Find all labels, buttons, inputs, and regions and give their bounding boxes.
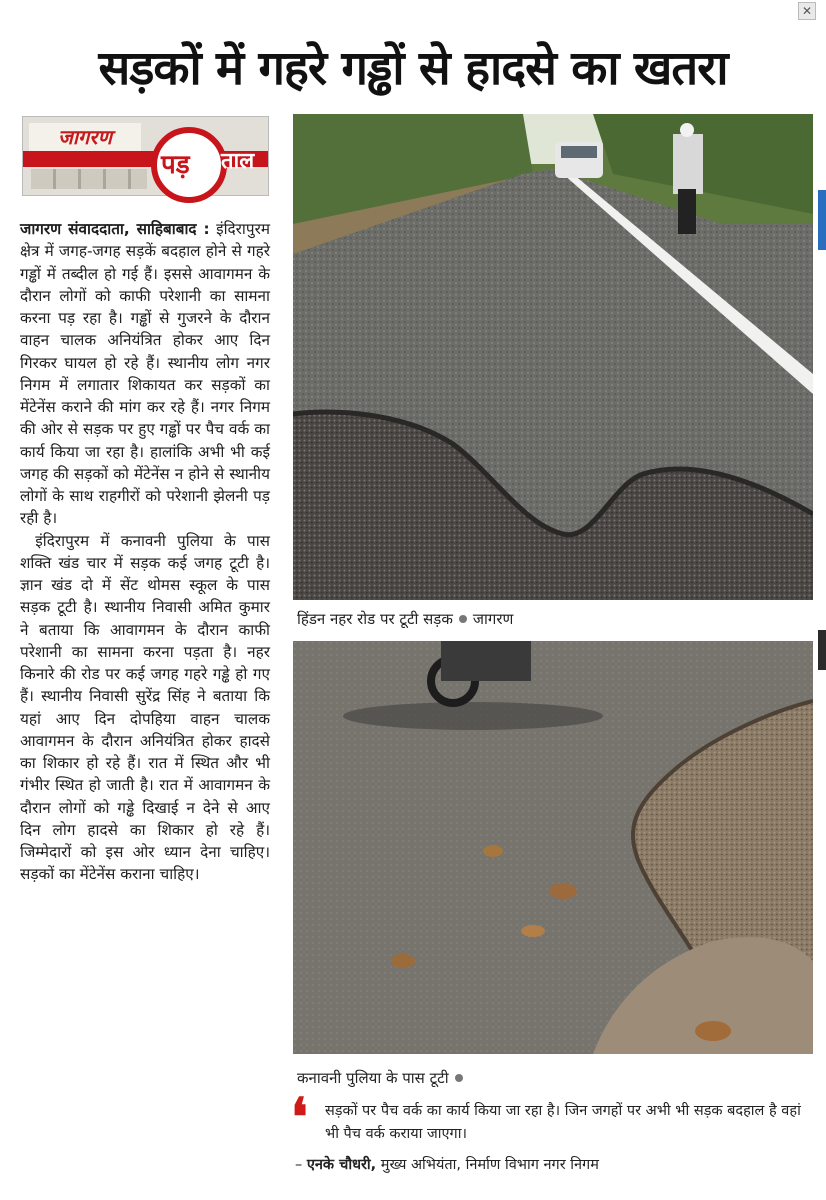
quote-author-title: मुख्य अभियंता, निर्माण विभाग नगर निगम <box>376 1157 599 1173</box>
photo-road-pothole <box>293 114 813 600</box>
jagran-padtaal-logo <box>22 116 269 196</box>
adjacent-page-edge <box>818 190 826 250</box>
article-dateline: जागरण संवाददाता, साहिबाबाद : <box>20 220 210 238</box>
close-button[interactable]: ✕ <box>798 2 816 20</box>
photo-broken-road-image <box>293 641 813 1054</box>
photo2-caption <box>297 1068 469 1088</box>
bullet-icon <box>459 615 467 623</box>
article-paragraph-1-text: इंदिरापुरम क्षेत्र में जगह-जगह सड़कें बदहाल होने से गहरे गड्ढों में तब्दील हो गई हैं। इससे आवागमन के दौरान लोगों को काफी परेशानी का सामना करना पड़ रहा है। गड्ढों से गुजरने के दौरान वाहन चालक अनियंत्रित होकर आए दिन गिरकर घायल हो रहे हैं। स्थानीय लोग नगर निगम में लगातार शिकायत कर सड़कों का मेंटेनेंस कराने की मांग कर रहे हैं। नगर निगम की ओर से सड़क पर हुए गड्ढों पर पैच वर्क का कार्य किया जा रहा है। हालांकि अभी भी कई जगह की सड़कों को मेंटेनेंस न होने से स्थानीय लोगों के साथ राहगीरों को परेशानी झेलनी पड़ रही है। <box>20 220 270 528</box>
viewer-top-bar <box>0 0 826 22</box>
quote-text: सड़कों पर पैच वर्क का कार्य किया जा रहा है। जिन जगहों पर अभी भी सड़क बदहाल है वहां भी पैच वर्क कराया जाएगा। <box>325 1103 801 1142</box>
photo1-caption-text: हिंडन नहर रोड पर टूटी सड़क <box>297 610 453 628</box>
quote-author-name: एनके चौधरी, <box>306 1157 377 1173</box>
adjacent-page-edge-dark <box>818 630 826 670</box>
photo2-caption-text: कनावनी पुलिया के पास टूटी <box>297 1069 449 1087</box>
quote-mark-icon: ❛ <box>291 1087 308 1148</box>
article-body <box>20 218 270 886</box>
quote-author-prefix: – <box>295 1157 307 1173</box>
page-headline: सड़कों में गहरे गड्ढों से हादसे का खतरा <box>98 41 728 96</box>
quote-author <box>295 1154 599 1176</box>
logo-word-part1: पड़ <box>161 150 190 180</box>
article-paragraph-2: इंदिरापुरम में कनावनी पुलिया के पास शक्ति खंड चार में सड़क कई जगह टूटी है। ज्ञान खंड दो में सेंट थोमस स्कूल के पास सड़क टूटी है। स्थानीय निवासी अमित कुमार ने बताया कि आवागमन के दौरान काफी परेशानी का सामना करना पड़ता है। नहर किनारे की रोड पर कई जगह गहरे गड्ढे हो गए हैं। स्थानीय निवासी सुरेंद्र सिंह ने बताया कि यहां आए दिन दोपहिया वाहन चालक आवागमन के दौरान अनियंत्रित होकर हादसे का शिकार हो रहे हैं। रात में स्थित और भी गंभीर स्थित हो जाती है। रात में आवागमन के दौरान लोगों को गड्ढे दिखाई न देने से आए दिन लोग हादसे का शिकार हो रहे हैं। जिम्मेदारों को इस ओर ध्यान देना चाहिए। सड़कों का मेंटेनेंस कराना चाहिए। <box>20 531 270 884</box>
photo1-credit: जागरण <box>472 610 514 628</box>
logo-brand-text: जागरण <box>29 123 141 151</box>
photo-broken-road <box>293 641 813 1054</box>
logo-newspaper-graphic <box>31 169 147 189</box>
photo-road-pothole-image <box>293 114 813 600</box>
logo-word-part2: ताल <box>221 149 255 174</box>
photo1-caption <box>297 609 513 629</box>
article-paragraph-1 <box>20 218 270 530</box>
bullet-icon <box>455 1074 463 1082</box>
